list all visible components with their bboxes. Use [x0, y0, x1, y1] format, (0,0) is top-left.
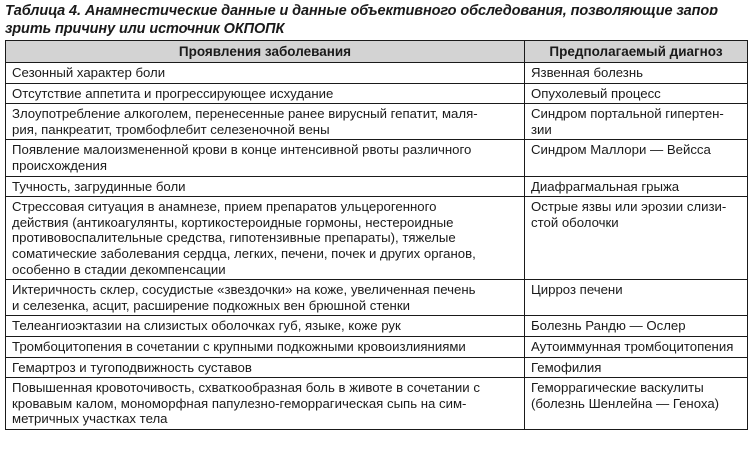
manifestation-cell: Тучность, загрудинные боли: [6, 176, 525, 197]
diagnosis-cell: Синдром портальной гипертен- зии: [525, 104, 748, 140]
table-row: [6, 378, 748, 430]
diagnosis-cell: Острые язвы или эрозии слизи- стой оболочки: [525, 197, 748, 280]
manifestation-cell: Сезонный характер боли: [6, 63, 525, 84]
diagnosis-cell: Болезнь Рандю — Ослер: [525, 316, 748, 337]
manifestation-cell: Иктеричность склер, сосудистые «звездочки» на коже, увеличенная печень и селезенка, асцит, расширение подкожных вен брюшной стенки: [6, 280, 525, 316]
diagnosis-cell: Синдром Маллори — Вейсса: [525, 140, 748, 176]
diagnosis-cell: Цирроз печени: [525, 280, 748, 316]
manifestation-cell: Стрессовая ситуация в анамнезе, прием препаратов ульцерогенного действия (антикоагулянты, кортикостероидные гормоны, нестероидные противовоспалительные средства, гипотензивные препараты), тяжелые соматические заболевания сердца, легких, печени, почек и других органов, особенно в стадии декомпенсации: [6, 197, 525, 280]
manifestation-cell: Повышенная кровоточивость, схваткообразная боль в животе в сочетании с кровавым калом, мономорфная папулезно-геморрагическая сыпь на сим- метричных участках тела: [6, 378, 525, 430]
table-row: [6, 140, 748, 176]
table-caption: Таблица 4. Анамнестические данные и данные объективного обследования, позволяющие запоɒ зрить причину или источник ОКПОПК: [5, 3, 718, 37]
table-row: [6, 83, 748, 104]
diagnosis-cell: Аутоиммунная тромбоцитопения: [525, 336, 748, 357]
manifestation-cell: Отсутствие аппетита и прогрессирующее исхудание: [6, 83, 525, 104]
diagnosis-cell: Опухолевый процесс: [525, 83, 748, 104]
manifestation-cell: Злоупотребление алкоголем, перенесенные ранее вирусный гепатит, маля- рия, панкреатит, тромбофлебит селезеночной вены: [6, 104, 525, 140]
table-row: [6, 357, 748, 378]
manifestation-cell: Появление малоизмененной крови в конце интенсивной рвоты различного происхождения: [6, 140, 525, 176]
table-row: [6, 63, 748, 84]
manifestation-cell: Гемартроз и тугоподвижность суставов: [6, 357, 525, 378]
table-row: [6, 176, 748, 197]
diagnosis-table: [5, 40, 748, 430]
manifestation-cell: Тромбоцитопения в сочетании с крупными подкожными кровоизлияниями: [6, 336, 525, 357]
table-row: [6, 336, 748, 357]
header-manifestations: Проявления заболевания: [6, 41, 525, 63]
header-diagnosis: Предполагаемый диагноз: [525, 41, 748, 63]
diagnosis-cell: Геморрагические васкулиты (болезнь Шенлейна — Геноха): [525, 378, 748, 430]
diagnosis-cell: Язвенная болезнь: [525, 63, 748, 84]
diagnosis-cell: Диафрагмальная грыжа: [525, 176, 748, 197]
table-row: [6, 316, 748, 337]
table-header-row: [6, 41, 748, 63]
manifestation-cell: Телеангиоэктазии на слизистых оболочках губ, языке, коже рук: [6, 316, 525, 337]
table-row: [6, 280, 748, 316]
diagnosis-cell: Гемофилия: [525, 357, 748, 378]
table-row: [6, 197, 748, 280]
table-row: [6, 104, 748, 140]
